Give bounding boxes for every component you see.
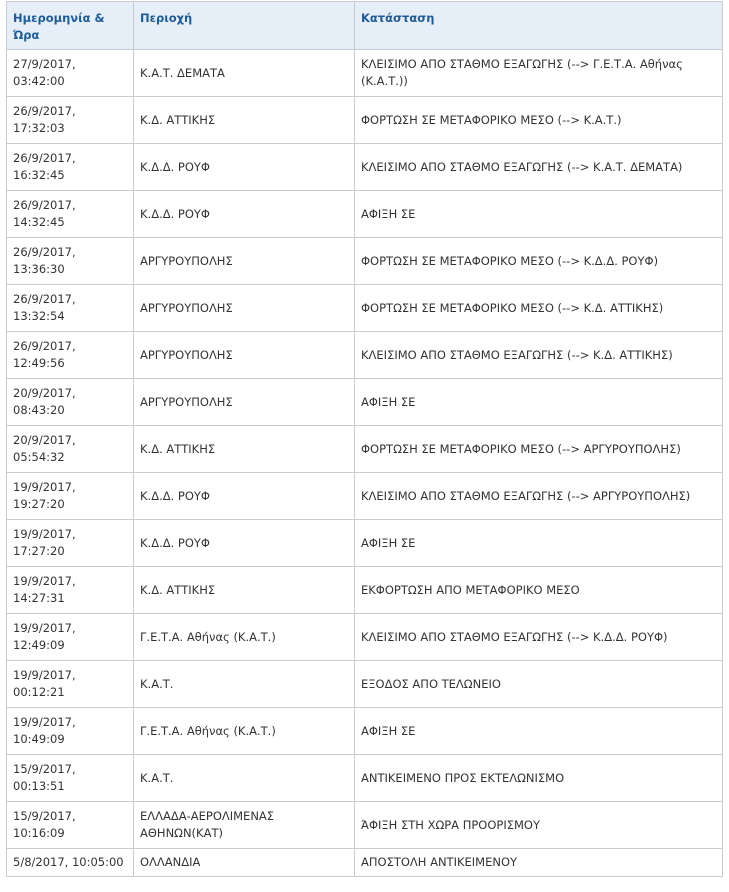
table-row bbox=[7, 285, 723, 332]
cell-date: 26/9/2017, 17:32:03 bbox=[7, 97, 134, 144]
cell-area: Κ.Α.Τ. ΔΕΜΑΤΑ bbox=[134, 50, 355, 97]
table-row bbox=[7, 849, 723, 877]
cell-area: ΑΡΓΥΡΟΥΠΟΛΗΣ bbox=[134, 238, 355, 285]
cell-status: ΦΟΡΤΩΣΗ ΣΕ ΜΕΤΑΦΟΡΙΚΟ ΜΕΣΟ (--> ΑΡΓΥΡΟΥΠΟΛΗΣ) bbox=[355, 426, 723, 473]
cell-status: ΦΟΡΤΩΣΗ ΣΕ ΜΕΤΑΦΟΡΙΚΟ ΜΕΣΟ (--> Κ.Δ. ΑΤΤΙΚΗΣ) bbox=[355, 285, 723, 332]
cell-date: 26/9/2017, 16:32:45 bbox=[7, 144, 134, 191]
table-row bbox=[7, 332, 723, 379]
cell-date: 27/9/2017, 03:42:00 bbox=[7, 50, 134, 97]
cell-date: 19/9/2017, 10:49:09 bbox=[7, 708, 134, 755]
cell-date: 20/9/2017, 05:54:32 bbox=[7, 426, 134, 473]
cell-status: ΑΦΙΞΗ ΣΕ bbox=[355, 379, 723, 426]
table-row bbox=[7, 144, 723, 191]
cell-status: ΚΛΕΙΣΙΜΟ ΑΠΟ ΣΤΑΘΜΟ ΕΞΑΓΩΓΗΣ (--> Γ.Ε.Τ.Α. Αθήνας (Κ.Α.Τ.)) bbox=[355, 50, 723, 97]
header-row bbox=[7, 2, 723, 50]
cell-area: ΟΛΛΑΝΔΙΑ bbox=[134, 849, 355, 877]
cell-area: Κ.Δ. ΑΤΤΙΚΗΣ bbox=[134, 567, 355, 614]
table-row bbox=[7, 426, 723, 473]
cell-area: Κ.Δ.Δ. ΡΟΥΦ bbox=[134, 473, 355, 520]
cell-area: Γ.Ε.Τ.Α. Αθήνας (Κ.Α.Τ.) bbox=[134, 708, 355, 755]
cell-area: Κ.Δ.Δ. ΡΟΥΦ bbox=[134, 144, 355, 191]
header-area: Περιοχή bbox=[134, 2, 355, 50]
table-row bbox=[7, 379, 723, 426]
cell-status: ΕΞΟΔΟΣ ΑΠΟ ΤΕΛΩΝΕΙΟ bbox=[355, 661, 723, 708]
cell-date: 19/9/2017, 00:12:21 bbox=[7, 661, 134, 708]
header-status: Κατάσταση bbox=[355, 2, 723, 50]
header-date: Ημερομηνία & Ώρα bbox=[7, 2, 134, 50]
table-row bbox=[7, 238, 723, 285]
table-row bbox=[7, 567, 723, 614]
table-row bbox=[7, 708, 723, 755]
cell-area: Κ.Α.Τ. bbox=[134, 755, 355, 802]
cell-status: ΑΠΟΣΤΟΛΗ ΑΝΤΙΚΕΙΜΕΝΟΥ bbox=[355, 849, 723, 877]
cell-status: ΑΦΙΞΗ ΣΕ bbox=[355, 191, 723, 238]
table-row bbox=[7, 802, 723, 849]
cell-status: ΑΝΤΙΚΕΙΜΕΝΟ ΠΡΟΣ ΕΚΤΕΛΩΝΙΣΜΟ bbox=[355, 755, 723, 802]
cell-date: 19/9/2017, 14:27:31 bbox=[7, 567, 134, 614]
table-row bbox=[7, 755, 723, 802]
table-row bbox=[7, 97, 723, 144]
cell-area: Γ.Ε.Τ.Α. Αθήνας (Κ.Α.Τ.) bbox=[134, 614, 355, 661]
cell-date: 19/9/2017, 12:49:09 bbox=[7, 614, 134, 661]
cell-area: ΑΡΓΥΡΟΥΠΟΛΗΣ bbox=[134, 332, 355, 379]
cell-area: Κ.Δ. ΑΤΤΙΚΗΣ bbox=[134, 426, 355, 473]
cell-area: ΑΡΓΥΡΟΥΠΟΛΗΣ bbox=[134, 379, 355, 426]
cell-status: ΚΛΕΙΣΙΜΟ ΑΠΟ ΣΤΑΘΜΟ ΕΞΑΓΩΓΗΣ (--> Κ.Α.Τ. ΔΕΜΑΤΑ) bbox=[355, 144, 723, 191]
table-row bbox=[7, 473, 723, 520]
table-row bbox=[7, 50, 723, 97]
cell-status: ΑΦΙΞΗ ΣΕ bbox=[355, 708, 723, 755]
cell-date: 26/9/2017, 14:32:45 bbox=[7, 191, 134, 238]
table-row bbox=[7, 191, 723, 238]
cell-date: 26/9/2017, 13:36:30 bbox=[7, 238, 134, 285]
tracking-history-table bbox=[6, 1, 723, 877]
cell-status: ΦΟΡΤΩΣΗ ΣΕ ΜΕΤΑΦΟΡΙΚΟ ΜΕΣΟ (--> Κ.Α.Τ.) bbox=[355, 97, 723, 144]
table-header bbox=[7, 2, 723, 50]
table-body bbox=[7, 50, 723, 877]
cell-status: ΑΦΙΞΗ ΣΕ bbox=[355, 520, 723, 567]
cell-status: ΚΛΕΙΣΙΜΟ ΑΠΟ ΣΤΑΘΜΟ ΕΞΑΓΩΓΗΣ (--> Κ.Δ.Δ. ΡΟΥΦ) bbox=[355, 614, 723, 661]
cell-status: ΕΚΦΟΡΤΩΣΗ ΑΠΟ ΜΕΤΑΦΟΡΙΚΟ ΜΕΣΟ bbox=[355, 567, 723, 614]
cell-status: ΆΦΙΞΗ ΣΤΗ ΧΩΡΑ ΠΡΟΟΡΙΣΜΟΥ bbox=[355, 802, 723, 849]
cell-date: 15/9/2017, 10:16:09 bbox=[7, 802, 134, 849]
cell-status: ΦΟΡΤΩΣΗ ΣΕ ΜΕΤΑΦΟΡΙΚΟ ΜΕΣΟ (--> Κ.Δ.Δ. ΡΟΥΦ) bbox=[355, 238, 723, 285]
cell-area: Κ.Δ.Δ. ΡΟΥΦ bbox=[134, 191, 355, 238]
cell-date: 26/9/2017, 12:49:56 bbox=[7, 332, 134, 379]
cell-date: 19/9/2017, 19:27:20 bbox=[7, 473, 134, 520]
cell-date: 19/9/2017, 17:27:20 bbox=[7, 520, 134, 567]
cell-area: Κ.Α.Τ. bbox=[134, 661, 355, 708]
cell-date: 20/9/2017, 08:43:20 bbox=[7, 379, 134, 426]
cell-area: ΑΡΓΥΡΟΥΠΟΛΗΣ bbox=[134, 285, 355, 332]
table-row bbox=[7, 614, 723, 661]
cell-area: ΕΛΛΑΔΑ-ΑΕΡΟΛΙΜΕΝΑΣ ΑΘΗΝΩΝ(ΚΑΤ) bbox=[134, 802, 355, 849]
cell-date: 5/8/2017, 10:05:00 bbox=[7, 849, 134, 877]
cell-area: Κ.Δ.Δ. ΡΟΥΦ bbox=[134, 520, 355, 567]
cell-status: ΚΛΕΙΣΙΜΟ ΑΠΟ ΣΤΑΘΜΟ ΕΞΑΓΩΓΗΣ (--> Κ.Δ. ΑΤΤΙΚΗΣ) bbox=[355, 332, 723, 379]
cell-area: Κ.Δ. ΑΤΤΙΚΗΣ bbox=[134, 97, 355, 144]
table-row bbox=[7, 661, 723, 708]
table-row bbox=[7, 520, 723, 567]
cell-date: 15/9/2017, 00:13:51 bbox=[7, 755, 134, 802]
cell-status: ΚΛΕΙΣΙΜΟ ΑΠΟ ΣΤΑΘΜΟ ΕΞΑΓΩΓΗΣ (--> ΑΡΓΥΡΟΥΠΟΛΗΣ) bbox=[355, 473, 723, 520]
cell-date: 26/9/2017, 13:32:54 bbox=[7, 285, 134, 332]
